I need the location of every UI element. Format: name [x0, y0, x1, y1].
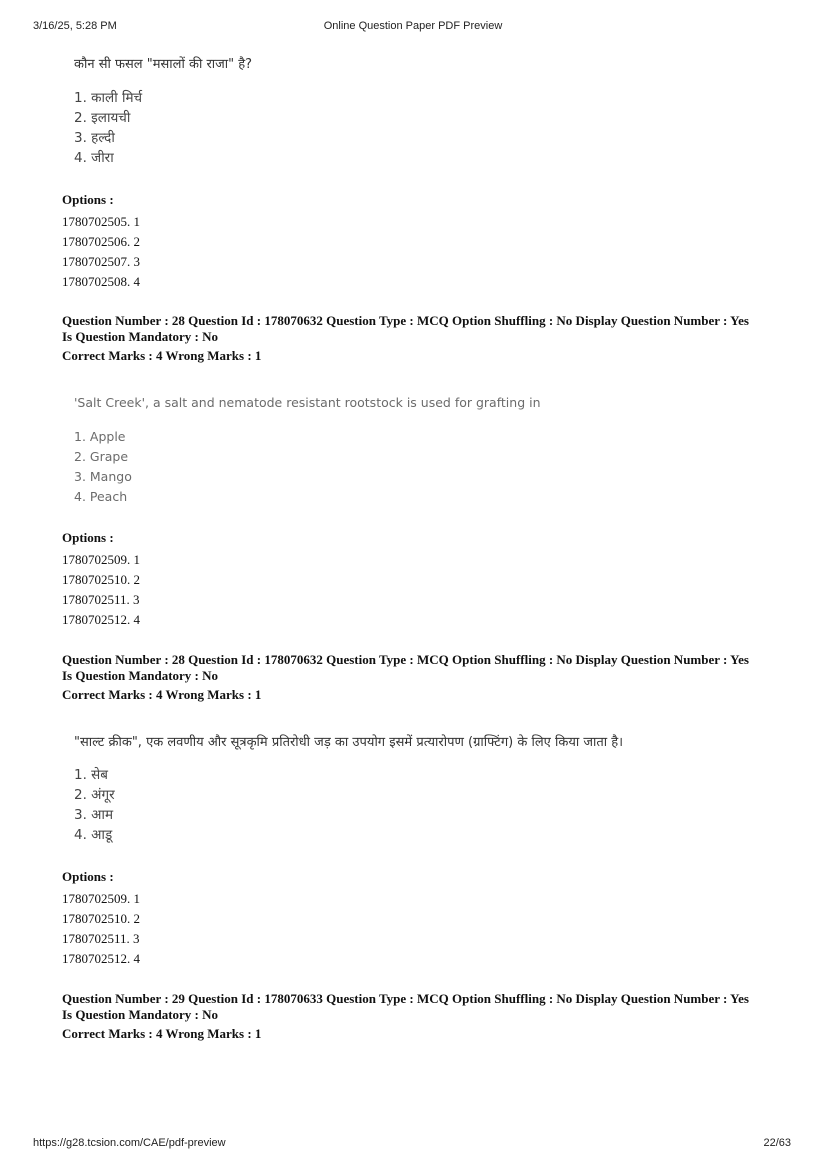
meta-line: Question Number : 29 Question Id : 178070633 Question Type : MCQ Option Shuffling : No Display Question Number : Yes: [62, 991, 749, 1006]
choice-list: [74, 88, 252, 168]
option-row: 1780702505. 1: [62, 214, 140, 229]
choice-item: 2. इलायची: [74, 110, 131, 126]
question-stem: 'Salt Creek', a salt and nematode resistant rootstock is used for grafting in: [74, 395, 541, 410]
option-row: 1780702512. 4: [62, 951, 140, 966]
option-row: 1780702510. 2: [62, 911, 140, 926]
options-heading: Options :: [62, 530, 114, 545]
choice-item: 1. Apple: [74, 429, 126, 444]
marks-line: Correct Marks : 4 Wrong Marks : 1: [62, 348, 262, 363]
page-number: 22/63: [763, 1137, 791, 1149]
marks-line: Correct Marks : 4 Wrong Marks : 1: [62, 687, 262, 702]
choice-item: 3. आम: [74, 807, 114, 823]
meta-line: Is Question Mandatory : No: [62, 329, 219, 344]
question-image-salt-creek-en: [74, 395, 541, 507]
question-meta: [62, 991, 782, 1042]
choice-item: 3. Mango: [74, 469, 132, 484]
choice-item: 4. Peach: [74, 489, 128, 504]
meta-line: Question Number : 28 Question Id : 178070632 Question Type : MCQ Option Shuffling : No Display Question Number : Yes: [62, 652, 749, 667]
question-image-spice: [74, 54, 252, 168]
meta-line: Is Question Mandatory : No: [62, 668, 219, 683]
option-row: 1780702509. 1: [62, 891, 140, 906]
option-row: 1780702508. 4: [62, 274, 140, 289]
question-stem: "साल्ट क्रीक", एक लवणीय और सूत्रकृमि प्रतिरोधी जड़ का उपयोग इसमें प्रत्यारोपण (ग्राफ्टिंग) के लिए किया जाता है।: [74, 735, 624, 750]
marks-line: Correct Marks : 4 Wrong Marks : 1: [62, 1026, 262, 1041]
options-heading: Options :: [62, 869, 114, 884]
choice-item: 2. Grape: [74, 449, 129, 464]
option-row: 1780702506. 2: [62, 234, 140, 249]
choice-list: [74, 765, 623, 845]
option-row: 1780702510. 2: [62, 572, 140, 587]
meta-line: Question Number : 28 Question Id : 178070632 Question Type : MCQ Option Shuffling : No Display Question Number : Yes: [62, 313, 749, 328]
meta-line: Is Question Mandatory : No: [62, 1007, 219, 1022]
option-row: 1780702511. 3: [62, 931, 140, 946]
option-row: 1780702512. 4: [62, 612, 140, 627]
question-meta: [62, 313, 782, 364]
options-section: [62, 869, 140, 969]
choice-item: 1. सेब: [74, 767, 109, 783]
question-image-salt-creek-hi: [74, 732, 623, 845]
print-datetime: 3/16/25, 5:28 PM: [33, 20, 117, 32]
choice-list: [74, 427, 541, 507]
choice-item: 4. जीरा: [74, 150, 114, 166]
option-row: 1780702507. 3: [62, 254, 140, 269]
options-heading: Options :: [62, 192, 114, 207]
choice-item: 4. आडू: [74, 827, 113, 843]
question-stem: कौन सी फसल "मसालों की राजा" है?: [74, 57, 253, 72]
page-url: https://g28.tcsion.com/CAE/pdf-preview: [33, 1137, 226, 1149]
question-meta: [62, 652, 782, 703]
options-section: [62, 530, 140, 630]
option-row: 1780702509. 1: [62, 552, 140, 567]
choice-item: 3. हल्दी: [74, 130, 115, 146]
page-title: Online Question Paper PDF Preview: [323, 20, 503, 32]
choice-item: 2. अंगूर: [74, 787, 115, 803]
option-row: 1780702511. 3: [62, 592, 140, 607]
choice-item: 1. काली मिर्च: [74, 90, 143, 106]
options-section: [62, 192, 140, 292]
